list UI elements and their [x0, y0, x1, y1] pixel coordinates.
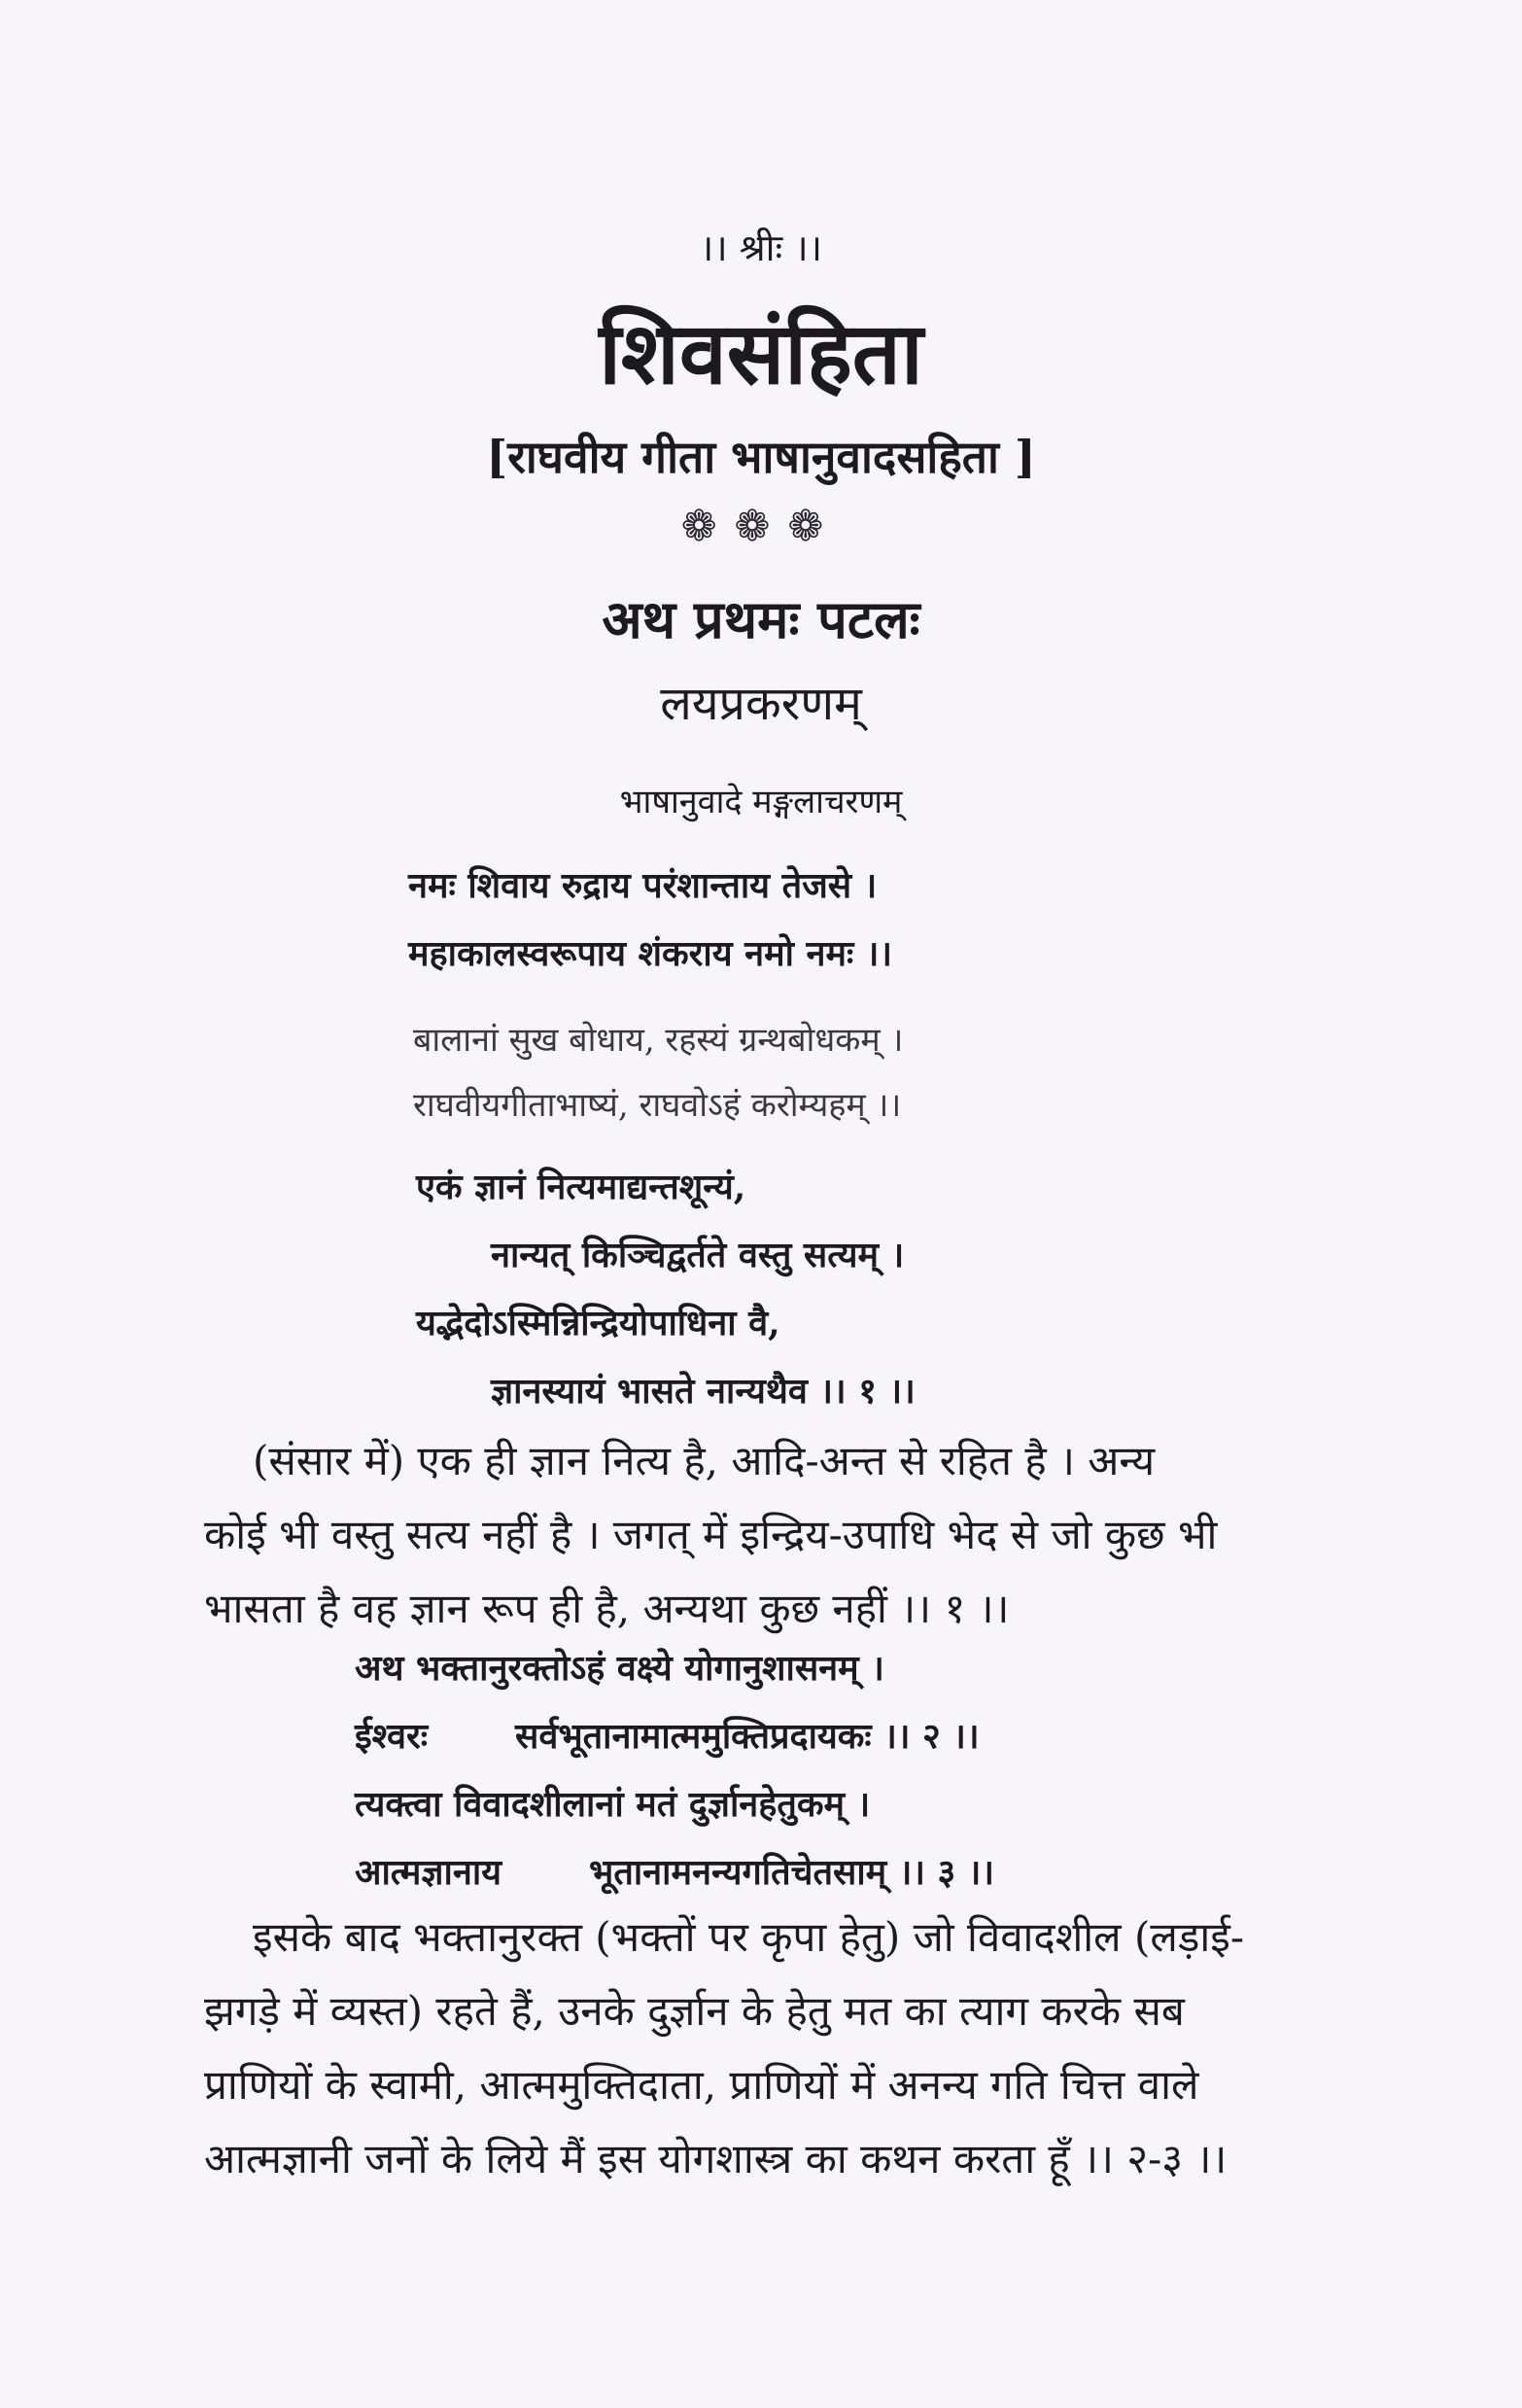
translation-line: (संसार में) एक ही ज्ञान नित्य है, आदि-अन्त से रहित है । अन्य	[253, 1437, 1156, 1484]
chapter-heading: अथ प्रथमः पटलः	[602, 588, 920, 650]
invocation: ।। श्रीः ।।	[699, 227, 823, 269]
verse-word: भूतानामनन्यगतिचेतसाम् ।। ३ ।।	[589, 1852, 995, 1893]
verse-1-line: यद्भेदोऽस्मिन्निन्द्रियोपाधिना वै,	[416, 1303, 780, 1344]
verse-word: आत्मज्ञानाय	[355, 1852, 502, 1893]
verse-word: ईश्वरः	[355, 1716, 428, 1757]
translator-verse-line: राघवीयगीताभाष्यं, राघवोऽहं करोम्यहम् ।।	[413, 1086, 902, 1125]
verse-1-line: नान्यत् किञ्चिद्वर्तते वस्तु सत्यम् ।	[491, 1235, 905, 1275]
verse-word: सर्वभूतानामात्ममुक्तिप्रदायकः ।। २ ।।	[515, 1716, 980, 1757]
page-title: शिवसंहिता	[599, 302, 923, 403]
verse-2-3-line: अथ भक्तानुरक्तोऽहं वक्ष्ये योगानुशासनम् ।	[355, 1648, 884, 1689]
verse-2-3-line: त्यक्त्वा विवादशीलानां मतं दुर्ज्ञानहेतुकम् ।	[355, 1784, 871, 1825]
translation-line: प्राणियों के स्वामी, आत्ममुक्तिदाता, प्राणियों में अनन्य गति चित्त वाले	[204, 2061, 1199, 2109]
translator-verse-line: बालानां सुख बोधाय, रहस्यं ग्रन्थबोधकम् ।	[413, 1021, 904, 1060]
verse-1-line: एकं ज्ञानं नित्यमाद्यन्तशून्यं,	[416, 1167, 746, 1207]
translation-line: इसके बाद भक्तानुरक्त (भक्तों पर कृपा हेतु) जो विवादशील (लड़ाई-	[253, 1913, 1245, 1961]
verse-2-3-line	[355, 1711, 980, 1759]
verse-2-3-line	[355, 1847, 994, 1895]
sub-section-heading: भाषानुवादे मङ्गलाचरणम्	[619, 783, 903, 821]
translation-1	[204, 1424, 1370, 1646]
mangalacharan-line: नमः शिवाय रुद्राय परंशान्ताय तेजसे ।	[408, 865, 878, 906]
translation-line: आत्मज्ञानी जनों के लिये मैं इस योगशास्त्र का कथन करता हूँ ।। २-३ ।।	[204, 2135, 1228, 2182]
section-heading: लयप्रकरणम्	[660, 677, 862, 731]
translation-line: भासता है वह ज्ञान रूप ही है, अन्यथा कुछ नहीं ।। १ ।।	[204, 1585, 1010, 1632]
translation-line: झगड़े में व्यस्त) रहते हैं, उनके दुर्ज्ञान के हेतु मत का त्याग करके सब	[204, 1987, 1185, 2035]
subtitle: [राघवीय गीता भाषानुवादसहिता ]	[486, 431, 1036, 483]
translation-2-3	[204, 1901, 1370, 2196]
flower-ornament-icon: ❁❁❁	[680, 502, 842, 551]
translation-line: कोई भी वस्तु सत्य नहीं है । जगत् में इन्द्रिय-उपाधि भेद से जो कुछ भी	[204, 1511, 1218, 1558]
mangalacharan-line: महाकालस्वरूपाय शंकराय नमो नमः ।।	[408, 933, 893, 974]
verse-1-line: ज्ञानस्यायं भासते नान्यथैव ।। १ ।।	[491, 1371, 916, 1412]
